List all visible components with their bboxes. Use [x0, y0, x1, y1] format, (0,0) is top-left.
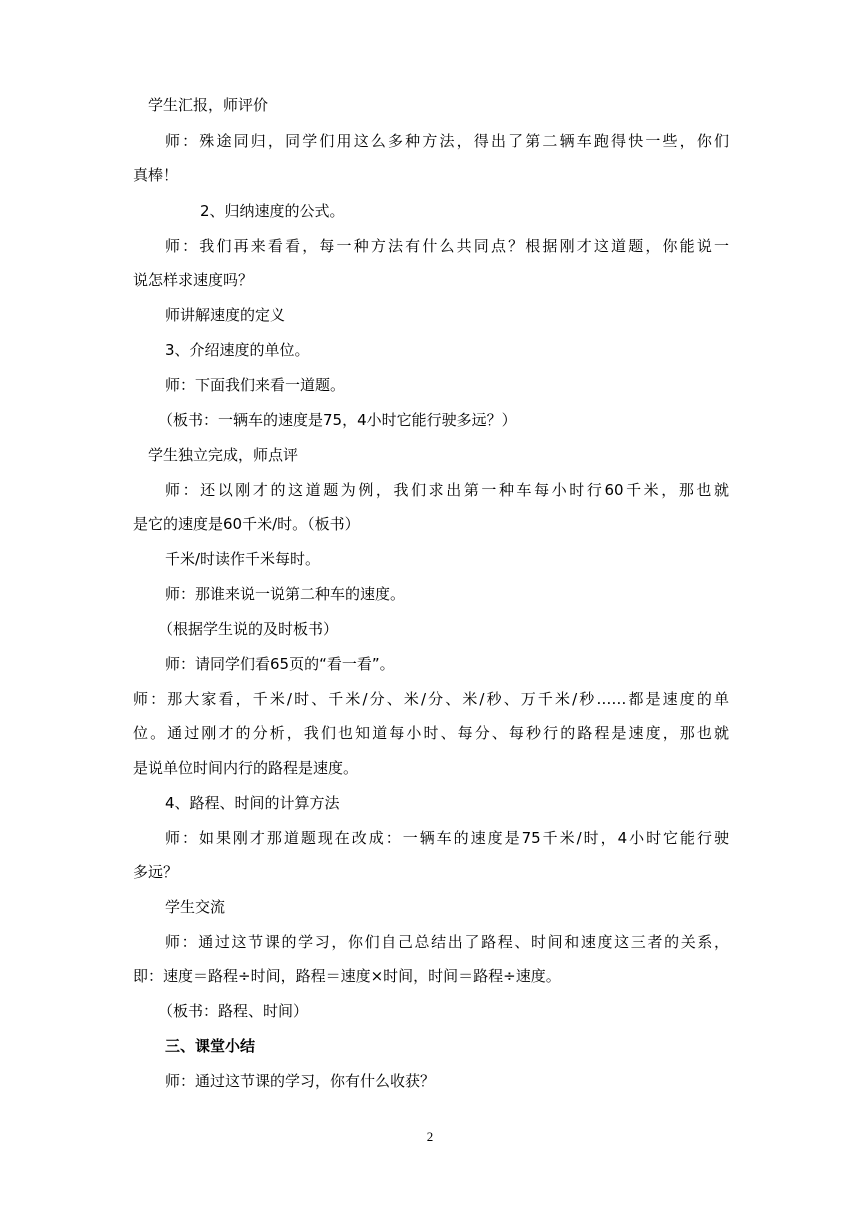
- line-changed-problem-1: 师：如果刚才那道题现在改成：一辆车的速度是75千米/时，4小时它能行驶: [165, 829, 729, 847]
- line-first-car-speed-1: 师：还以刚才的这道题为例，我们求出第一种车每小时行60千米，那也就: [165, 481, 729, 499]
- line-teacher-comment-1: 师：殊途同归，同学们用这么多种方法，得出了第二辆车跑得快一些，你们: [165, 132, 729, 150]
- section-distance-time: 4、路程、时间的计算方法: [165, 794, 340, 812]
- line-teacher-comment-2: 真棒！: [133, 166, 179, 184]
- line-speed-units-1: 师：那大家看，千米/时、千米/分、米/分、米/秒、万千米/秒……都是速度的单: [133, 690, 729, 708]
- line-changed-problem-2: 多远？: [133, 863, 179, 881]
- line-look-problem: 师：下面我们来看一道题。: [165, 376, 346, 394]
- line-unit-reading: 千米/时读作千米每时。: [165, 550, 321, 568]
- line-look-page-65: 师：请同学们看65页的“看一看”。: [165, 655, 395, 673]
- line-student-report: 学生汇报，师评价: [148, 96, 269, 114]
- section-class-summary: 三、课堂小结: [165, 1037, 256, 1055]
- page-number: 2: [426, 1129, 434, 1144]
- line-relationship-1: 师：通过这节课的学习，你们自己总结出了路程、时间和速度这三者的关系，: [165, 933, 729, 951]
- section-speed-formula: 2、归纳速度的公式。: [200, 202, 345, 220]
- line-board-problem: （板书：一辆车的速度是75，4小时它能行驶多远？）: [158, 411, 517, 429]
- line-board-distance-time: （板书：路程、时间）: [158, 1002, 309, 1020]
- line-what-learned: 师：通过这节课的学习，你有什么收获？: [165, 1072, 436, 1090]
- line-common-point-1: 师：我们再来看看，每一种方法有什么共同点？根据刚才这道题，你能说一: [165, 237, 729, 255]
- line-speed-units-2: 位。通过刚才的分析，我们也知道每小时、每分、每秒行的路程是速度，那也就: [133, 724, 729, 742]
- line-first-car-speed-2: 是它的速度是60千米/时。（板书）: [133, 515, 360, 533]
- line-define-speed: 师讲解速度的定义: [165, 306, 286, 324]
- line-independent-work: 学生独立完成，师点评: [148, 446, 299, 464]
- line-relationship-formulas: 即：速度＝路程÷时间，路程＝速度×时间，时间＝路程÷速度。: [133, 967, 561, 985]
- line-speed-units-3: 是说单位时间内行的路程是速度。: [133, 759, 359, 777]
- line-student-discussion: 学生交流: [165, 898, 226, 916]
- line-second-car-speed: 师：那谁来说一说第二种车的速度。: [165, 585, 406, 603]
- line-common-point-2: 说怎样求速度吗？: [133, 271, 254, 289]
- section-speed-unit: 3、介绍速度的单位。: [165, 341, 310, 359]
- line-board-by-students: （根据学生说的及时板书）: [158, 620, 339, 638]
